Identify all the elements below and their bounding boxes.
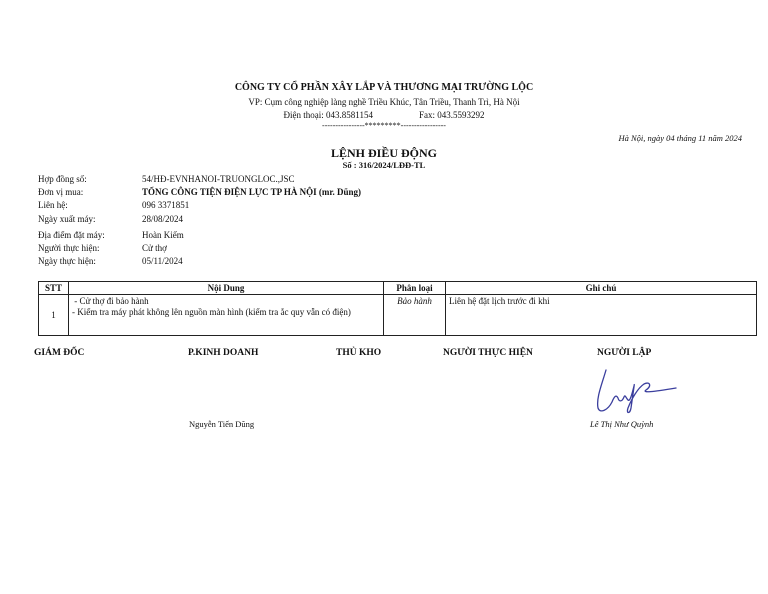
dispatch-table	[38, 281, 757, 336]
info-label-executor: Người thực hiện:	[38, 243, 100, 253]
header-type: Phân loại	[384, 282, 446, 295]
cell-type: Bảo hành	[384, 295, 446, 336]
signature-title-sales: P.KINH DOANH	[188, 348, 259, 358]
signature-title-director: GIÁM ĐỐC	[34, 348, 85, 358]
signature-title-creator: NGƯỜI LẬP	[597, 348, 652, 358]
header-divider: ----------------*********-----------------	[322, 121, 446, 130]
info-label-contact: Liên hệ:	[38, 200, 68, 210]
cell-stt: 1	[39, 295, 69, 336]
signature-title-warehouse: THỦ KHO	[336, 348, 382, 358]
table-header-row	[39, 282, 757, 295]
info-value-buyer: TỔNG CÔNG TIỆN ĐIỆN LỰC TP HÀ NỘI (mr. Dũng)	[142, 187, 362, 197]
info-label-exec-date: Ngày thực hiện:	[38, 256, 96, 266]
signer-name-creator: Lê Thị Như Quỳnh	[590, 419, 654, 429]
document-title: LỆNH ĐIỀU ĐỘNG	[330, 146, 437, 160]
company-address: VP: Cụm công nghiệp làng nghề Triều Khúc, Tân Triều, Thanh Trì, Hà Nội	[248, 97, 520, 107]
info-label-location: Địa điểm đặt máy:	[38, 230, 105, 240]
info-value-executor: Cử thợ	[142, 243, 167, 253]
content-line: - Cử thợ đi bảo hành	[72, 296, 149, 306]
info-label-export-date: Ngày xuất máy:	[38, 214, 96, 224]
document-date: Hà Nội, ngày 04 tháng 11 năm 2024	[618, 133, 742, 143]
cell-content	[69, 295, 384, 336]
cell-note: Liên hệ đặt lịch trước đi khi	[446, 295, 757, 336]
info-value-contract: 54/HĐ-EVNHANOI-TRUONGLOC.,JSC	[142, 174, 295, 184]
info-value-location: Hoàn Kiếm	[142, 230, 184, 240]
info-label-contract: Hợp đồng số:	[38, 174, 87, 184]
header-note: Ghi chú	[446, 282, 757, 295]
info-value-exec-date: 05/11/2024	[142, 256, 183, 266]
header-content: Nội Dung	[69, 282, 384, 295]
company-contact	[0, 110, 768, 120]
info-value-contact: 096 3371851	[142, 200, 190, 210]
header-stt: STT	[39, 282, 69, 295]
signer-name-sales: Nguyễn Tiến Dũng	[189, 419, 255, 429]
signature-title-executor: NGƯỜI THỰC HIỆN	[443, 348, 533, 358]
company-phone: Điện thoại: 043.8581154	[283, 110, 373, 120]
info-label-buyer: Đơn vị mua:	[38, 187, 84, 197]
company-name: CÔNG TY CỔ PHẦN XÂY LẮP VÀ THƯƠNG MẠI TRƯỜNG LỘC	[234, 82, 534, 93]
handwritten-signature	[592, 364, 680, 416]
info-value-export-date: 28/08/2024	[142, 214, 184, 224]
document-number: Số : 316/2024/LĐĐ-TL	[342, 160, 426, 170]
table-row	[39, 295, 757, 336]
content-line: - Kiểm tra máy phát không lên nguồn màn hình (kiểm tra ắc quy vẫn có điện)	[72, 307, 351, 317]
company-fax: Fax: 043.5593292	[418, 110, 485, 120]
